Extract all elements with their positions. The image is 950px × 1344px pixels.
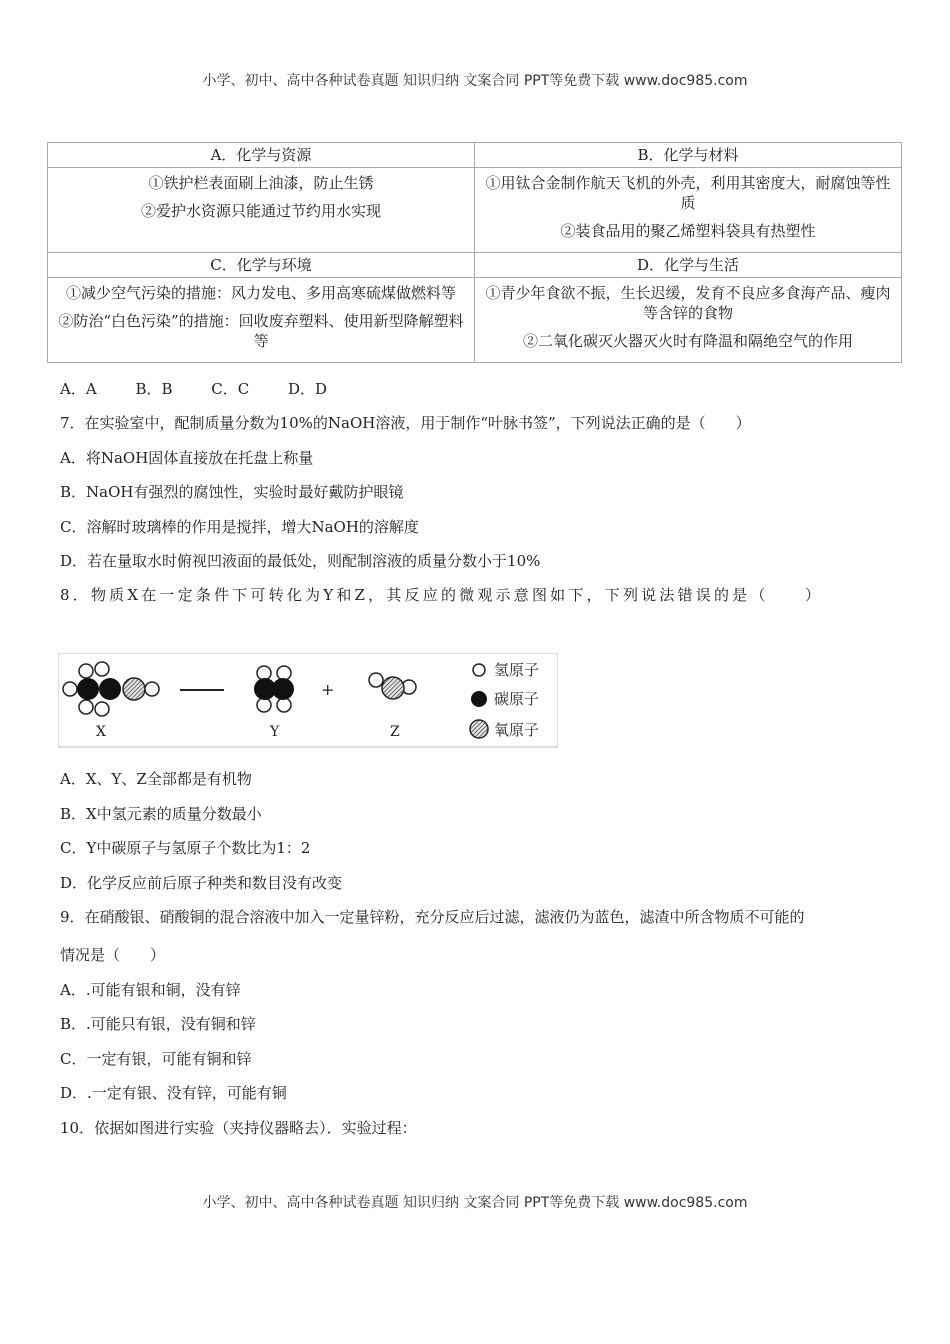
q6-option-b[interactable]: B．B xyxy=(135,380,173,398)
legend-carbon-icon xyxy=(471,691,487,707)
cell-b-item-2: ②装食品用的聚乙烯塑料袋具有热塑性 xyxy=(560,222,816,240)
cell-a-item-2: ②爱护水资源只能通过节约用水实现 xyxy=(140,202,381,220)
cell-d-body xyxy=(475,278,902,363)
knowledge-table xyxy=(47,142,902,363)
legend xyxy=(470,661,539,739)
oxygen-atom xyxy=(382,677,404,699)
hydrogen-atom xyxy=(79,700,93,714)
q7-option-b[interactable]: B．NaOH有强烈的腐蚀性，实验时最好戴防护眼镜 xyxy=(60,483,404,501)
hydrogen-atom xyxy=(95,662,109,676)
cell-c-head: C．化学与环境 xyxy=(48,253,475,278)
q7-option-c[interactable]: C．溶解时玻璃棒的作用是搅拌，增大NaOH的溶解度 xyxy=(60,518,419,536)
q7-option-a[interactable]: A．将NaOH固体直接放在托盘上称量 xyxy=(60,449,314,467)
q9-option-c[interactable]: C．一定有银，可能有铜和锌 xyxy=(60,1050,252,1068)
legend-oxygen-label: 氧原子 xyxy=(494,721,540,739)
carbon-atom xyxy=(77,678,99,700)
hydrogen-atom xyxy=(277,666,291,680)
hydrogen-atom xyxy=(257,666,271,680)
cell-b-head: B．化学与材料 xyxy=(475,143,902,168)
q9-option-b[interactable]: B．.可能只有银，没有铜和锌 xyxy=(60,1015,256,1033)
hydrogen-atom xyxy=(145,682,159,696)
cell-d-item-2: ②二氧化碳灭火器灭火时有降温和隔绝空气的作用 xyxy=(522,332,853,350)
q8-option-d[interactable]: D．化学反应前后原子种类和数目没有改变 xyxy=(60,874,343,892)
cell-a-body xyxy=(48,168,475,253)
q6-option-a[interactable]: A．A xyxy=(60,380,97,398)
cell-b-body xyxy=(475,168,902,253)
oxygen-atom xyxy=(123,678,145,700)
cell-d-item-1: ①青少年食欲不振，生长迟缓，发育不良应多食海产品、瘦肉等含锌的食物 xyxy=(485,284,891,322)
legend-oxygen-icon xyxy=(470,720,488,738)
q8-option-a[interactable]: A．X、Y、Z全部都是有机物 xyxy=(60,770,252,788)
cell-b-item-1: ①用钛合金制作航天飞机的外壳，利用其密度大，耐腐蚀等性质 xyxy=(485,174,891,212)
label-y: Y xyxy=(270,724,280,740)
hydrogen-atom xyxy=(63,682,77,696)
q7-option-d[interactable]: D．若在量取水时俯视凹液面的最低处，则配制溶液的质量分数小于10% xyxy=(60,552,541,570)
carbon-atom xyxy=(99,678,121,700)
q10-stem: 10．依据如图进行实验（夹持仪器略去）．实验过程： xyxy=(60,1119,417,1137)
legend-hydrogen-label: 氢原子 xyxy=(494,661,540,679)
molecule-y xyxy=(254,666,294,712)
q8-stem: 8．物质X在一定条件下可转化为Y和Z，其反应的微观示意图如下，下列说法错误的是（ ） xyxy=(60,586,824,604)
hydrogen-atom xyxy=(95,702,109,716)
q7-stem: 7．在实验室中，配制质量分数为10%的NaOH溶液，用于制作“叶脉书签”，下列说法正确的是（ ） xyxy=(60,414,751,432)
reaction-diagram xyxy=(58,653,558,748)
label-x: X xyxy=(96,724,106,740)
hydrogen-atom xyxy=(369,673,383,687)
q8-option-c[interactable]: C．Y中碳原子与氢原子个数比为1：2 xyxy=(60,839,311,857)
q9-stem-line-1: 9．在硝酸银、硝酸铜的混合溶液中加入一定量锌粉，充分反应后过滤，滤液仍为蓝色，滤渣中所含物质不可能的 xyxy=(60,908,805,926)
q6-option-d[interactable]: D．D xyxy=(288,380,328,398)
molecule-x xyxy=(63,662,159,716)
cell-c-body xyxy=(48,278,475,363)
q6-options xyxy=(60,378,361,399)
page-header: 小学、初中、高中各种试卷真题 知识归纳 文案合同 PPT等免费下载 www.doc985.com xyxy=(202,73,748,89)
cell-d-head: D．化学与生活 xyxy=(475,253,902,278)
page-footer: 小学、初中、高中各种试卷真题 知识归纳 文案合同 PPT等免费下载 www.doc985.com xyxy=(202,1195,748,1211)
q9-option-d[interactable]: D．.一定有银、没有锌，可能有铜 xyxy=(60,1084,287,1102)
hydrogen-atom xyxy=(79,664,93,678)
molecule-z xyxy=(369,673,416,699)
plus-sign: + xyxy=(321,680,335,699)
cell-c-item-1: ①减少空气污染的措施：风力发电、多用高寒硫煤做燃料等 xyxy=(65,284,456,302)
carbon-atom xyxy=(272,678,294,700)
cell-a-item-1: ①铁护栏表面刷上油漆，防止生锈 xyxy=(148,174,374,192)
q9-option-a[interactable]: A．.可能有银和铜，没有锌 xyxy=(60,981,241,999)
legend-hydrogen-icon xyxy=(473,664,485,676)
q6-option-c[interactable]: C．C xyxy=(211,380,250,398)
hydrogen-atom xyxy=(277,698,291,712)
label-z: Z xyxy=(390,724,400,740)
cell-c-item-2: ②防治“白色污染”的措施：回收废弃塑料、使用新型降解塑料等 xyxy=(58,312,464,350)
q9-stem-line-2: 情况是（ ） xyxy=(60,946,166,964)
legend-carbon-label: 碳原子 xyxy=(494,690,540,708)
cell-a-head: A．化学与资源 xyxy=(48,143,475,168)
hydrogen-atom xyxy=(257,698,271,712)
q8-option-b[interactable]: B．X中氢元素的质量分数最小 xyxy=(60,805,262,823)
